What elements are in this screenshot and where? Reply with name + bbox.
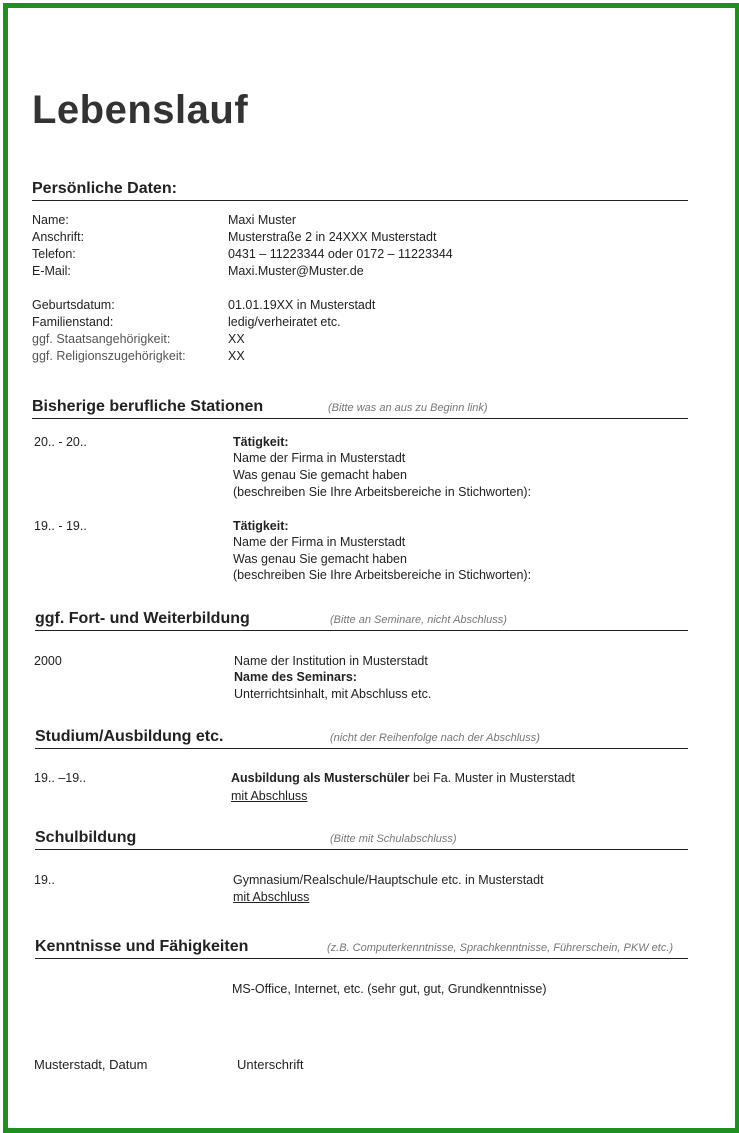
section-heading-training: ggf. Fort- und Weiterbildung bbox=[35, 610, 250, 627]
training-date: 2000 bbox=[34, 654, 62, 668]
training-content: Unterrichtsinhalt, mit Abschluss etc. bbox=[234, 687, 432, 701]
section-skills bbox=[35, 932, 688, 959]
signature: Unterschrift bbox=[237, 1057, 304, 1072]
place-date: Musterstadt, Datum bbox=[34, 1057, 148, 1072]
field-label: Geburtsdatum: bbox=[32, 298, 115, 312]
studies-employer: bei Fa. Muster in Musterstadt bbox=[409, 771, 575, 785]
training-institution: Name der Institution in Musterstadt bbox=[234, 654, 428, 668]
section-note-studies: (nicht der Reihenfolge nach der Abschluss) bbox=[330, 732, 540, 744]
career-role: Tätigkeit: bbox=[233, 519, 289, 533]
field-value: XX bbox=[228, 332, 245, 346]
section-personal bbox=[32, 174, 688, 201]
field-label: Familienstand: bbox=[32, 315, 114, 329]
career-date: 19.. - 19.. bbox=[34, 519, 87, 533]
section-note-skills: (z.B. Computerkenntnisse, Sprachkenntnisse, Führerschein, PKW etc.) bbox=[327, 942, 674, 954]
skills-line: MS-Office, Internet, etc. (sehr gut, gut, Grundkenntnisse) bbox=[232, 982, 547, 996]
training-seminar: Name des Seminars: bbox=[234, 670, 357, 684]
section-training bbox=[35, 604, 688, 631]
field-value: XX bbox=[228, 349, 245, 363]
studies-line bbox=[231, 770, 575, 787]
field-value: Maxi.Muster@Muster.de bbox=[228, 264, 364, 278]
section-heading-school: Schulbildung bbox=[35, 829, 137, 846]
section-note-training: (Bitte an Seminare, nicht Abschluss) bbox=[330, 614, 507, 626]
page-title: Lebenslauf bbox=[32, 88, 249, 132]
career-role: Tätigkeit: bbox=[233, 435, 289, 449]
section-heading-career: Bisherige berufliche Stationen bbox=[32, 398, 264, 415]
studies-title: Ausbildung als Musterschüler bbox=[231, 771, 410, 785]
field-value: 01.01.19XX in Musterstadt bbox=[228, 298, 376, 312]
field-label: Telefon: bbox=[32, 247, 76, 261]
career-what: Was genau Sie gemacht haben bbox=[233, 468, 407, 482]
career-company: Name der Firma in Musterstadt bbox=[233, 451, 406, 465]
section-heading-personal: Persönliche Daten: bbox=[32, 180, 177, 197]
section-note-school: (Bitte mit Schulabschluss) bbox=[330, 833, 457, 845]
section-heading-studies: Studium/Ausbildung etc. bbox=[35, 728, 224, 745]
studies-degree: mit Abschluss bbox=[231, 789, 308, 803]
studies-date: 19.. –19.. bbox=[34, 771, 87, 785]
school-date: 19.. bbox=[34, 873, 55, 887]
school-type: Gymnasium/Realschule/Hauptschule etc. in Musterstadt bbox=[233, 873, 544, 887]
career-what: Was genau Sie gemacht haben bbox=[233, 552, 407, 566]
section-note-career: (Bitte was an aus zu Beginn link) bbox=[328, 402, 488, 414]
field-label: Anschrift: bbox=[32, 230, 85, 244]
field-label: ggf. Religionszugehörigkeit: bbox=[32, 349, 186, 363]
section-heading-skills: Kenntnisse und Fähigkeiten bbox=[35, 938, 249, 955]
field-label: ggf. Staatsangehörigkeit: bbox=[32, 332, 171, 346]
section-career bbox=[32, 392, 688, 419]
school-degree: mit Abschluss bbox=[233, 890, 310, 904]
career-desc: (beschreiben Sie Ihre Arbeitsbereiche in Stichworten): bbox=[233, 485, 532, 499]
career-desc: (beschreiben Sie Ihre Arbeitsbereiche in Stichworten): bbox=[233, 568, 532, 582]
career-company: Name der Firma in Musterstadt bbox=[233, 535, 406, 549]
field-value: Maxi Muster bbox=[228, 213, 297, 227]
section-studies bbox=[35, 722, 688, 749]
field-value: 0431 – 11223344 oder 0172 – 11223344 bbox=[228, 247, 453, 261]
career-date: 20.. - 20.. bbox=[34, 435, 87, 449]
field-value: Musterstraße 2 in 24XXX Musterstadt bbox=[228, 230, 437, 244]
section-school bbox=[35, 823, 688, 850]
field-value: ledig/verheiratet etc. bbox=[228, 315, 341, 329]
field-label: Name: bbox=[32, 213, 69, 227]
field-label: E-Mail: bbox=[32, 264, 71, 278]
